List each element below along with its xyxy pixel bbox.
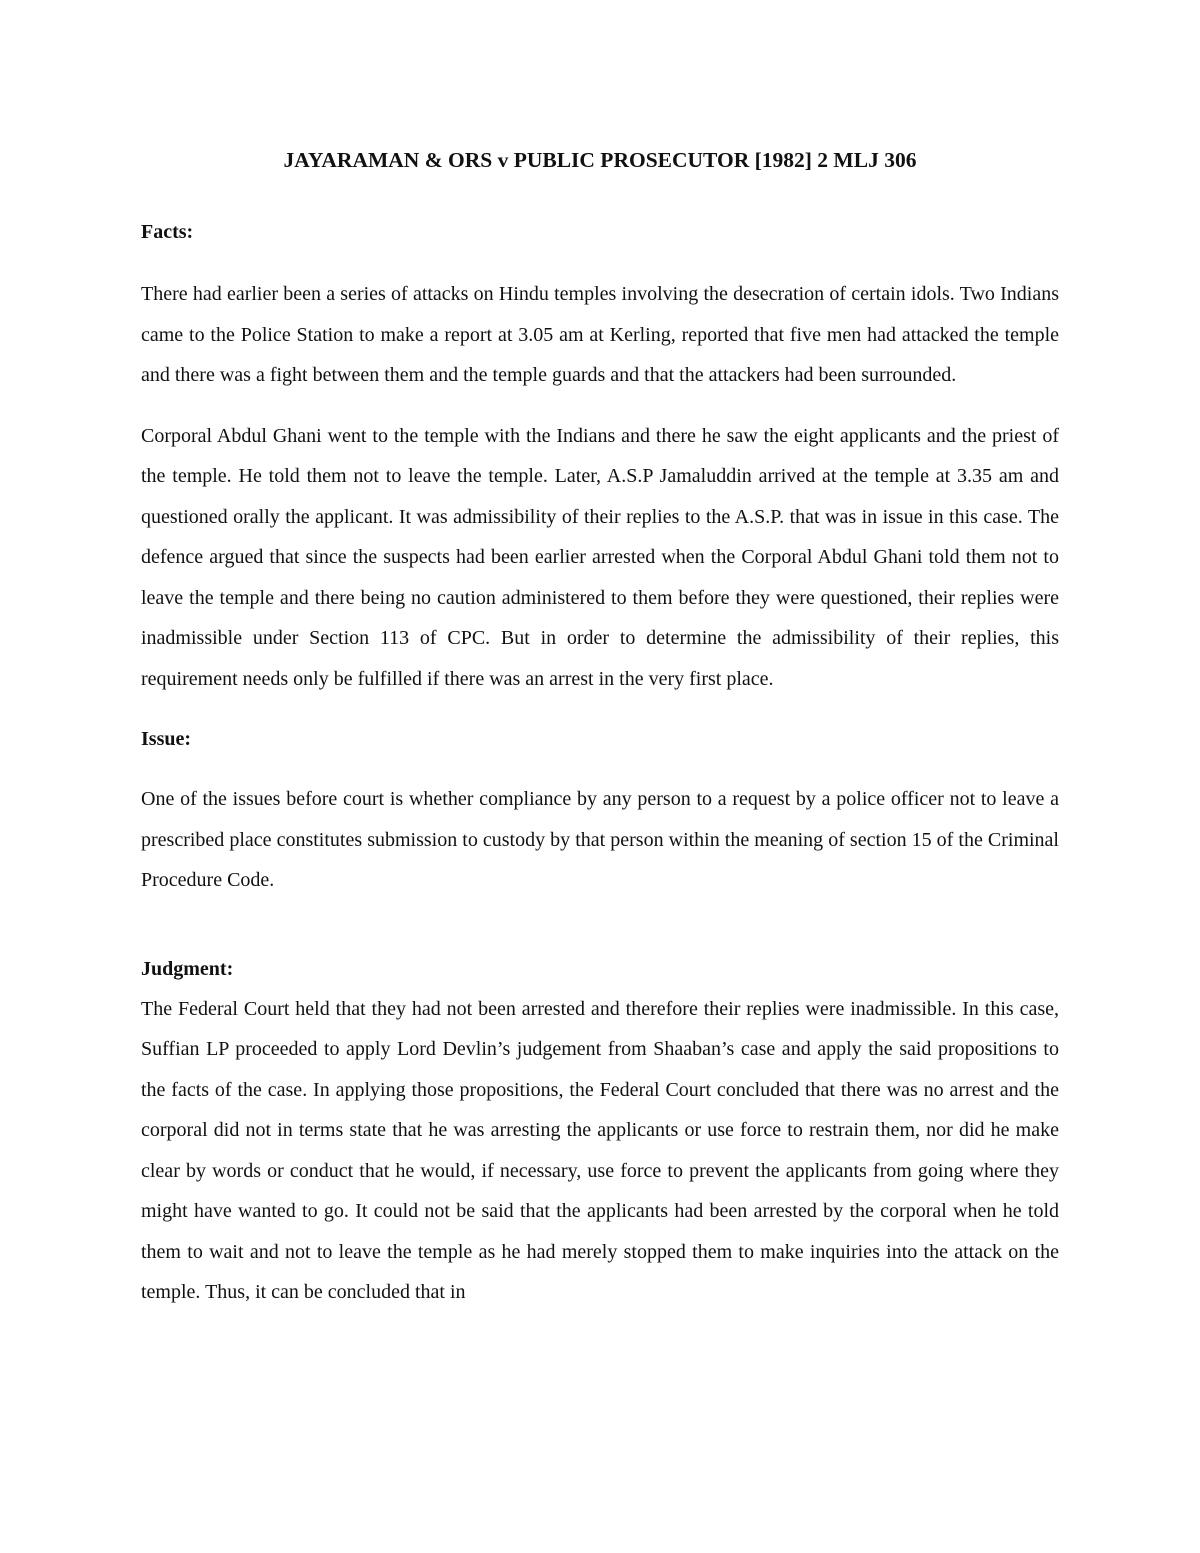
document-page bbox=[141, 140, 1059, 1313]
issue-paragraph: One of the issues before court is whether compliance by any person to a request by a police officer not to leave a prescribed place constitutes submission to custody by that person within the meaning of section 15 of the Criminal Procedure Code. bbox=[141, 788, 1059, 891]
facts-paragraph-2: Corporal Abdul Ghani went to the temple with the Indians and there he saw the eight applicants and the priest of the temple. He told them not to leave the temple. Later, A.S.P Jamaluddin arrived at the temple at 3.35 am and questioned orally the applicant. It was admissibility of their replies to the A.S.P. that was in issue in this case. The defence argued that since the suspects had been earlier arrested when the Corporal Abdul Ghani told them not to leave the temple and there being no caution administered to them before they were questioned, their replies were inadmissible under Section 113 of CPC. But in order to determine the admissibility of their replies, this requirement needs only be fulfilled if there was an arrest in the very first place. bbox=[141, 424, 1059, 690]
judgment-paragraph: The Federal Court held that they had not been arrested and therefore their replies were inadmissible. In this case, Suffian LP proceeded to apply Lord Devlin’s judgement from Shaaban’s case and apply the said propositions to the facts of the case. In applying those propositions, the Federal Court concluded that there was no arrest and the corporal did not in terms state that he was arresting the applicants or use force to restrain them, nor did he make clear by words or conduct that he would, if necessary, use force to prevent the applicants from going where they might have wanted to go. It could not be said that the applicants had been arrested by the corporal when he told them to wait and not to leave the temple as he had merely stopped them to make inquiries into the attack on the temple. Thus, it can be concluded that in bbox=[141, 997, 1059, 1303]
issue-heading: Issue: bbox=[141, 728, 192, 750]
case-title: JAYARAMAN & ORS v PUBLIC PROSECUTOR [1982] 2 MLJ 306 bbox=[283, 148, 917, 172]
facts-heading: Facts: bbox=[141, 221, 194, 243]
facts-paragraph-1: There had earlier been a series of attacks on Hindu temples involving the desecration of certain idols. Two Indians came to the Police Station to make a report at 3.05 am at Kerling, reported that five men had attacked the temple and there was a fight between them and the temple guards and that the attackers had been surrounded. bbox=[141, 283, 1059, 386]
judgment-heading: Judgment: bbox=[141, 957, 234, 980]
